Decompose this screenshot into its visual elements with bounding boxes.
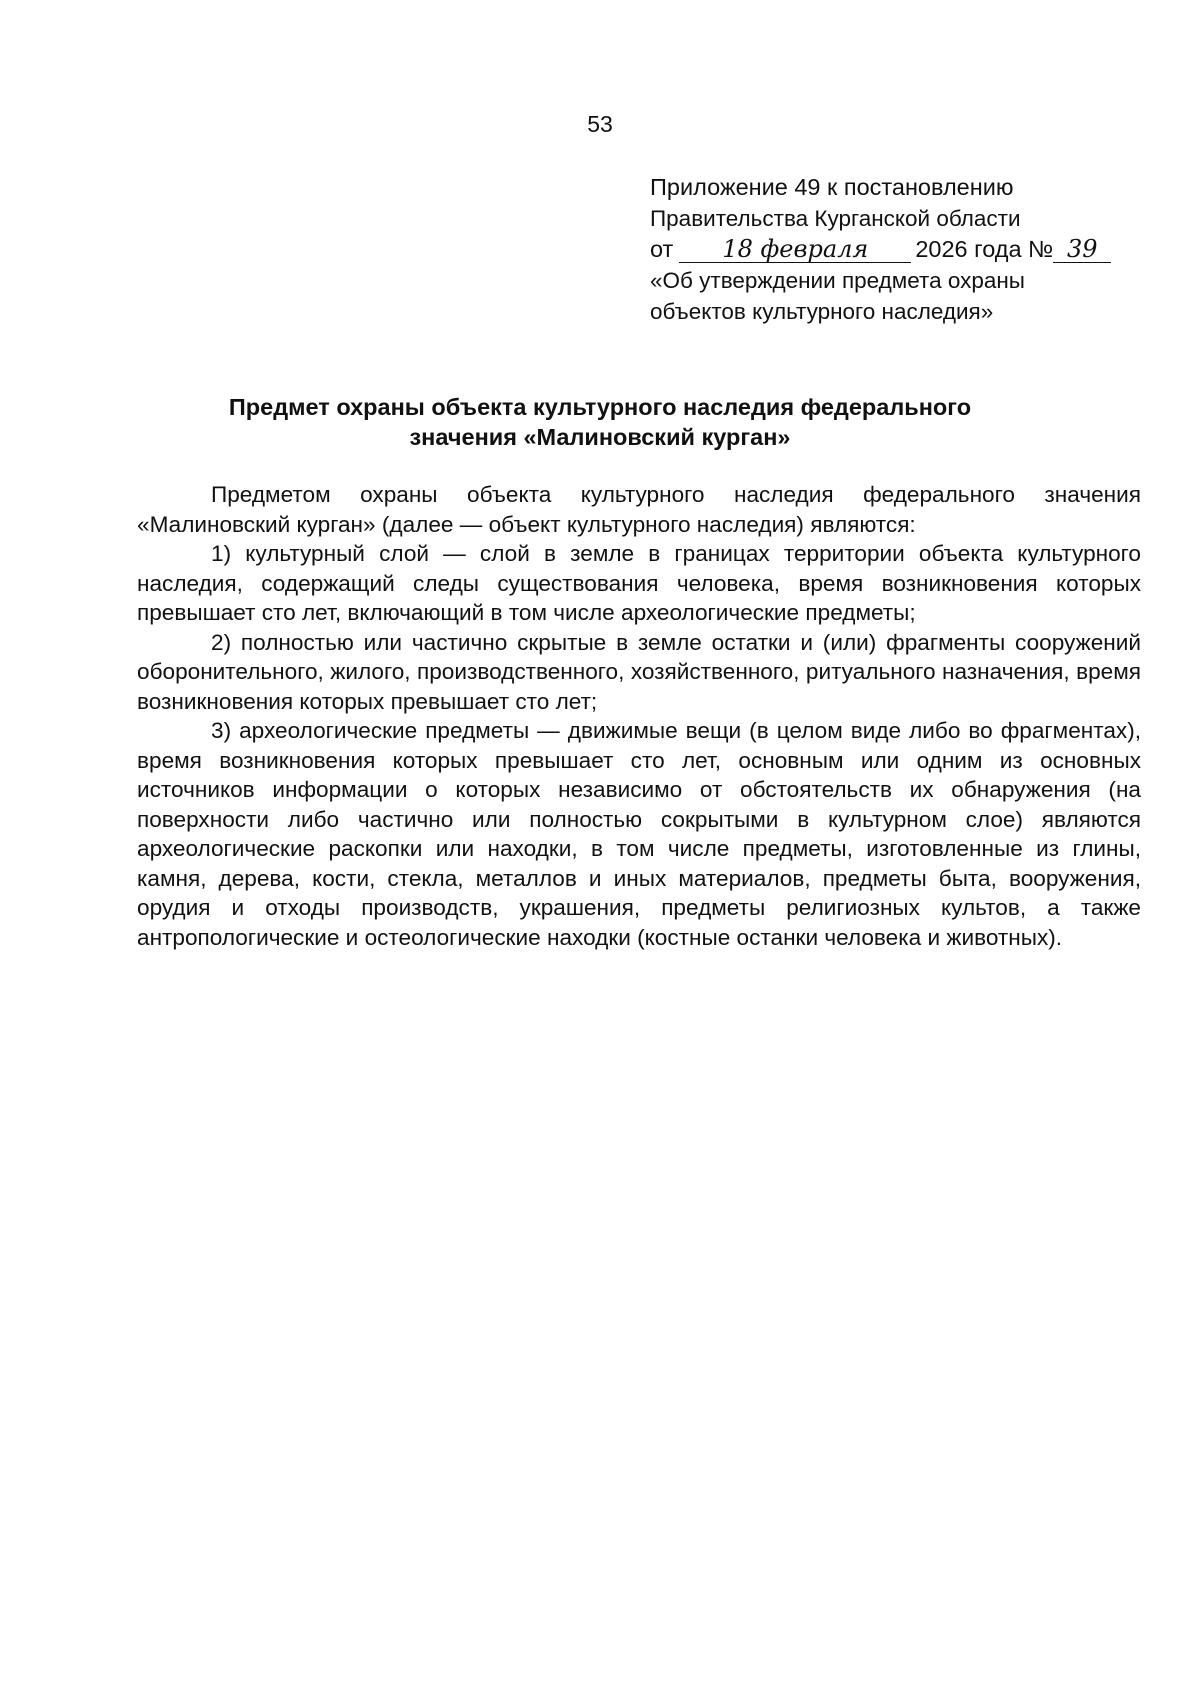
list-item: 2) полностью или частично скрытые в земле остатки и (или) фрагменты сооружений оборонительного, жилого, производственного, хозяйственного, ритуального назначения, время возникновения которых превышает сто лет; bbox=[137, 629, 1141, 714]
appendix-date-line bbox=[650, 234, 1170, 265]
handwritten-date: 18 февраля bbox=[679, 236, 911, 263]
list-item: 1) культурный слой — слой в земле в границах территории объекта культурного наследия, содержащий следы существования человека, время возникновения которых превышает сто лет, включающий в том числе археологические предметы; bbox=[137, 541, 1141, 625]
year-text: 2026 года № bbox=[915, 236, 1054, 262]
date-prefix: от bbox=[650, 236, 674, 262]
appendix-line-4: «Об утверждении предмета охраны bbox=[650, 268, 1025, 293]
appendix-line-1: Приложение 49 к постановлению bbox=[650, 174, 1014, 200]
appendix-line-5: объектов культурного наследия» bbox=[650, 299, 994, 324]
document-body bbox=[137, 480, 1141, 952]
title-line-1: Предмет охраны объекта культурного наследия федерального bbox=[228, 394, 972, 420]
intro-paragraph: Предметом охраны объекта культурного наследия федерального значения «Малиновский курган» (далее — объект культурного наследия) являются: bbox=[137, 482, 1141, 537]
title-line-2: значения «Малиновский курган» bbox=[409, 424, 791, 450]
handwritten-number: 39 bbox=[1053, 236, 1111, 263]
appendix-header bbox=[650, 172, 1170, 327]
document-title bbox=[0, 392, 1200, 452]
page-number: 53 bbox=[587, 111, 613, 137]
appendix-line-2: Правительства Курганской области bbox=[650, 206, 1021, 231]
list-item: 3) археологические предметы — движимые вещи (в целом виде либо во фрагментах), время возникновения которых превышает сто лет, основным или одним из основных источников информации о которых независимо от обстоятельств их обнаружения (на поверхности либо частично или полностью сокрытыми в культурном слое) являются археологические раскопки или находки, в том числе предметы, изготовленные из глины, камня, дерева, кости, стекла, металлов и иных материалов, предметы быта, вооружения, орудия и отходы производств, украшения, предметы религиозных культов, а также антропологические и остеологические находки (костные останки человека и животных). bbox=[137, 718, 1141, 950]
